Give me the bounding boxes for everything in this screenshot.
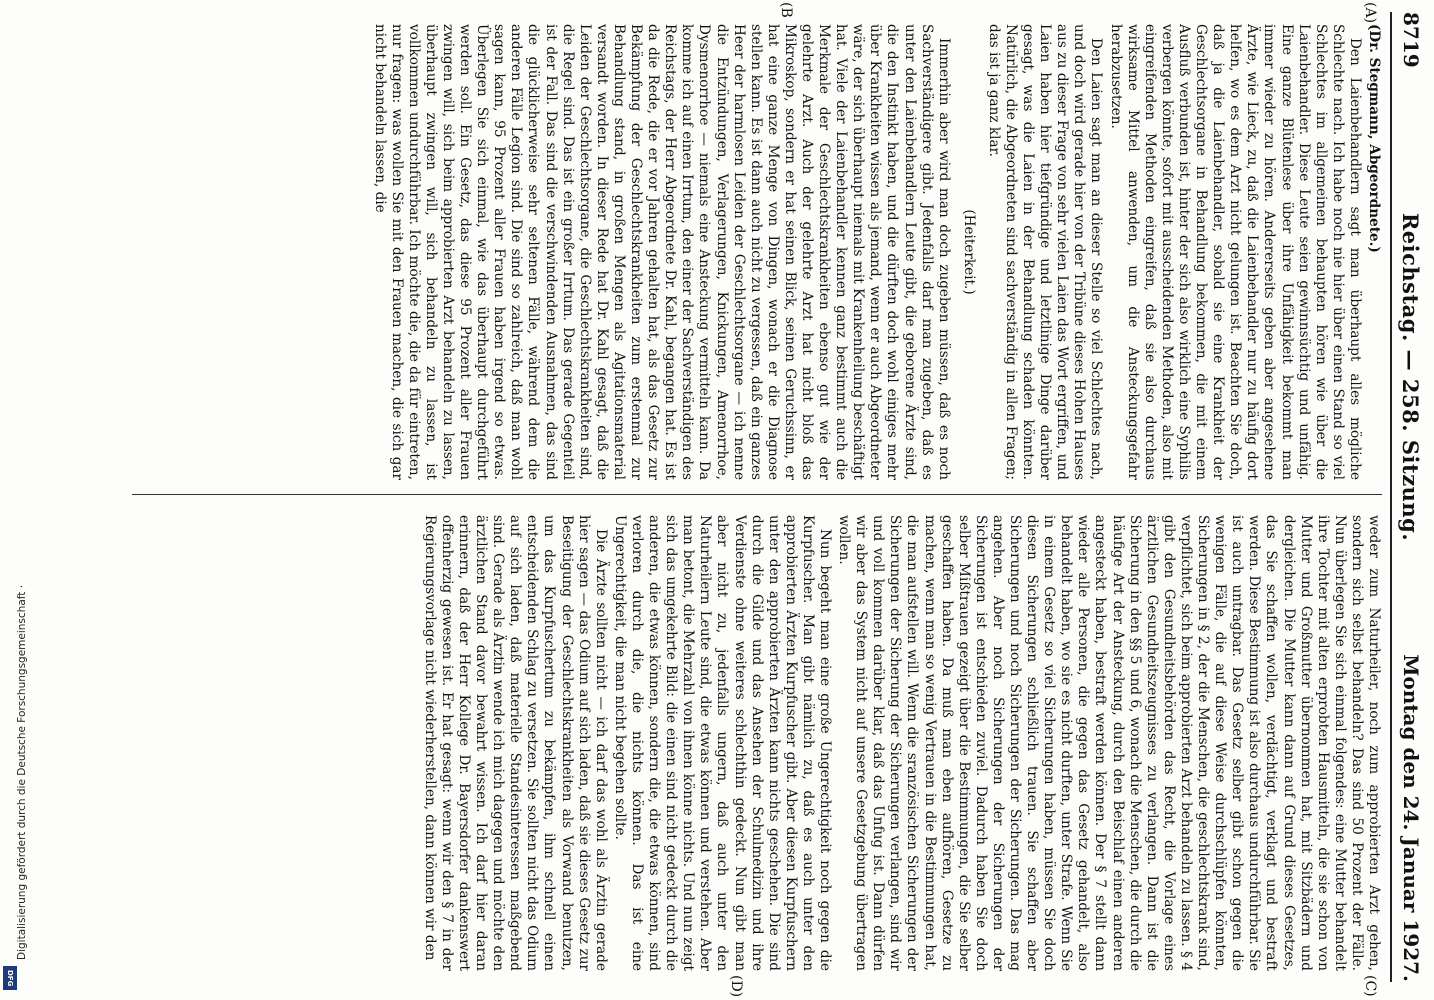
paragraph: Den Laienbehandlern sagt man überhaupt alles mögliche Schlechte nach. Ich habe noch nie hier über einen Stand so viel Schlechtes im allgemeinen behaupten hören wie über die Laienbehandler. Diese Leute seien gewinnsüchtig und unfähig. Eine ganze Blütenlese über ihre Unfähigkeit bekommt man immer wieder zu hören. Andererseits geben aber angesehene Ärzte, wie Lieck, zu, daß die Laienbehandler nur zu häufig dort helfen, wo es dem Arzt nicht gelungen ist. Beachten Sie doch, daß ja die Laienbehandler, sobald sie eine Krankheit der Geschlechtsorgane in Behandlung bekommen, die mit einem Ausfluß verbunden ist, hinter der sich also wirklich eine Syphilis verbergen könnte, sofort mit ausscheidenden Methoden, also mit eingreifenden Methoden eingreifen, daß sie also durchaus wirksame Mittel anwenden, um die Ansteckungsgefahr herabzusetzen. [1107,24,1363,480]
right-column [122,515,1382,971]
margin-mark-b: (B [778,2,794,18]
digitization-credit [2,0,28,1000]
header-rule [1390,12,1392,982]
speaker-line [1365,24,1382,480]
column-divider [132,494,1382,495]
speaker-name: (Dr. Stegmann, Abgeordnete.) [1366,24,1382,253]
interjection: (Heiterkeit.) [960,209,977,295]
paragraph: weder zum Naturheiler, noch zum approbierten Arzt gehen, sondern sich selbst behandeln? Das sind 50 Prozent der Fälle. Nun überlegen Sie sich einmal folgendes: eine Mutter behandelt ihre Tochter mit alten erprobten Hausmitteln, die sie schon von Mutter und Großmutter übernommen hat, mit Sitzbädern und dergleichen. Die Mutter kann dann auf Grund dieses Gesetzes, das Sie schaffen wollen, verdächtigt, verklagt und bestraft werden. Diese Bestimmung ist also durchaus undurchführbar. Sie ist auch untragbar. Das Gesetz selber gibt schon gegen die wenigen Fälle, die auf diese Weise durchschlüpfen könnten, Sicherungen in § 2, der die Menschen, die geschlechtskrank sind, verpflichtet, sich beim approbierten Arzt behandeln zu lassen. § 4 gibt den Gesundheitsbehörden das Recht, die Vorlage eines ärztlichen Gesundheitszeugnisses zu verlangen. Dann ist die Sicherung in den §§ 5 und 6, wonach die Menschen, die durch die häufige Art der Ansteckung, durch den Beischlaf einen anderen angesteckt haben, bestraft werden können. Der § 7 stellt dann wieder alle Personen, die gegen das Gesetz gehandelt, also behandelt haben, wo sie es nicht durften, unter Strafe. Wenn Sie in einem Gesetz so viel Sicherungen haben, müssen Sie doch diesen Sicherungen schließlich trauen. Sie schaffen aber Sicherungen und noch Sicherungen der Sicherungen. Das mag angehen. Aber noch Sicherungen der Sicherungen der Sicherungen ist entschieden zuviel. Dadurch haben Sie doch selber Mißtrauen gezeigt über die Bestimmungen, die Sie selber geschaffen haben. Da muß man eben aufhören, Gesetze zu machen, wenn man so wenig Vertrauen in die Bestimmungen hat, die man aufstellen will. Wenn die sranzösischen Sicherungen der Sicherungen der Sicherung der Sicherungen verlangen, sind wir und voll kommen darüber klar, daß das Unfug ist. Dann dürfen wir aber das System nicht auf unsere Gesetzgebung übertragen wollen. [836,515,1382,971]
margin-mark-a: (A) [1362,2,1378,24]
page-title: Reichstag. — 258. Sitzung. [1398,212,1424,542]
paragraph: Den Laien sagt man an dieser Stelle so viel Schlechtes nach, und doch wird gerade hier von der Tribüne dieses Hohen Hauses aus zu dieser Frage von sehr vielen Laien das Wort ergriffen, und Laien haben hier tiefgründige und letztlinige Dinge darüber gesagt, was die Laien in der Behandlung schaden könnten. Natürlich, die Abgeordneten sind sachverständig in allen Fragen; das ist ja ganz klar. [985,24,1105,480]
paragraph: Immerhin aber wird man doch zugeben müssen, daß es noch Sachverständigere gibt. Jedenfalls darf man zugeben, daß es unter den Laienbehandlern Leute gibt, die geborene Ärzte sind, die den Instinkt haben, und die dürften doch wohl einiges mehr über Krankheiten wissen als jemand, wenn er auch Abgeordneter wäre, der sich überhaupt niemals mit Krankenheilung beschäftigt hat. Viele der Laienbehandler kennen ganz bestimmt auch die Merkmale der Geschlechtskrankheiten ebenso gut wie der gelehrte Arzt. Auch der gelehrte Arzt hat nicht bloß das Mikroskop, sondern er hat seinen Blick, seinen Geruchssinn, er hat eine ganze Menge von Dingen, wonach er die Diagnose stellen kann. Es ist dann auch nicht zu vergessen, daß ein ganzes Heer der harmlosen Leiden der Geschlechtsorgane — ich nenne die Entzündungen, Verlagerungen, Knickungen, Amenorrhoe, Dysmenorrhoe — niemals eine Ansteckung vermitteln kann. Da komme ich auf einen Irrtum, den einer der Sachverständigen des Reichstags, der Herr Abgeordnete Dr. Kahl, begangen hat. Es ist da die Rede, die er vor Jahren gehalten hat, als das Gesetz zur Bekämpfung der Geschlechtskrankheiten zum erstenmal zur Behandlung stand, in großen Mengen als Agitationsmaterial versandt worden. In dieser Rede hat Dr. Kahl gesagt, daß die Leiden der Geschlechtsorgane, die Geschlechtskrankheiten sind, die Regel sind. Das ist ein großer Irrtum. Das gerade Gegenteil ist der Fall. Das sind die verschwindenden Ausnahmen, das sind die glücklicherweise sehr seltenen Fälle, während dem die anderen Fälle Legion sind. Die sind so zahlreich, daß man wohl sagen kann, 95 Prozent aller Frauen haben irgend so etwas. Überlegen Sie sich einmal, wie das überhaupt durchgeführt werden soll. Ein Gesetz, das diese 95 Prozent aller Frauen zwingen will, sich beim approbierten Arzt behandeln zu lassen, überhaupt zwingen will, sich behandeln zu lassen, ist vollkommen undurchführbar. Ich möchte die, die da für eintreten, nur fragen: was wollen Sie mit den Frauen machen, die sich gar nicht behandeln lassen, die [371,24,952,480]
page-number: 8719 [1399,12,1423,68]
paragraph: Die Ärzte sollten nicht — ich darf das wohl als Ärztin gerade hier sagen — das Odium auf sich laden, daß sie dieses Gesetz zur Beseitigung der Geschlechtskrankheiten als Vorwand benutzen, um das Kurpfuschertum zu bekämpfen, ihm schnell einen entscheidenden Schlag zu versetzen. Sie sollten nicht das Odium auf sich laden, daß materielle Standesinteressen maßgebend sind. Gerade als Ärztin wende ich mich dagegen und möchte den ärztlichen Stand davor bewahrt wissen. Ich darf hier daran erinnern, daß der Herr Kollege Dr. Bayersdorfer dankenswert offenherzig gewesen ist. Er hat gesagt: wenn wir den § 7 in der Regierungsvorlage nicht wiederherstellen, dann können wir den [421,515,609,971]
page-header [1396,12,1426,982]
margin-mark-d: (D) [728,975,744,998]
dfg-logo-icon: DFG [3,966,17,990]
session-date: Montag den 24. Januar 1927. [1399,654,1423,982]
left-column [122,24,1382,480]
margin-mark-c: (C) [1362,975,1378,997]
credit-text: Digitalisierung gefördert durch die Deutsche Forschungsgemeinschaft · [16,584,28,960]
paragraph: Nun begeht man eine große Ungerechtigkeit noch gegen die Kurpfuscher. Man gibt nämlich zu, daß es auch unter den approbierten Ärzten Kurpfuscher gibt. Aber diesen Kurpfuschern unter den approbierten Ärzten kann nichts geschehen. Die sind durch die Gilde und das Ansehen der Schulmedizin und ihre Verdienste ohne weiteres schlechthin gedeckt. Nun gibt man aber nicht zu, jedenfalls ungern, daß auch unter den Naturheilern Leute sind, die etwas können und verstehen. Aber man betont, die Mehrzahl von ihnen könne nichts. Und nun zeigt sich das umgekehrte Bild: die einen sind nicht gedeckt durch die anderen, die etwas können, sondern die, die etwas können, sind verloren durch die, die nichts können. Das ist eine Ungerechtigkeit, die man nicht begehen sollte. [611,515,833,971]
